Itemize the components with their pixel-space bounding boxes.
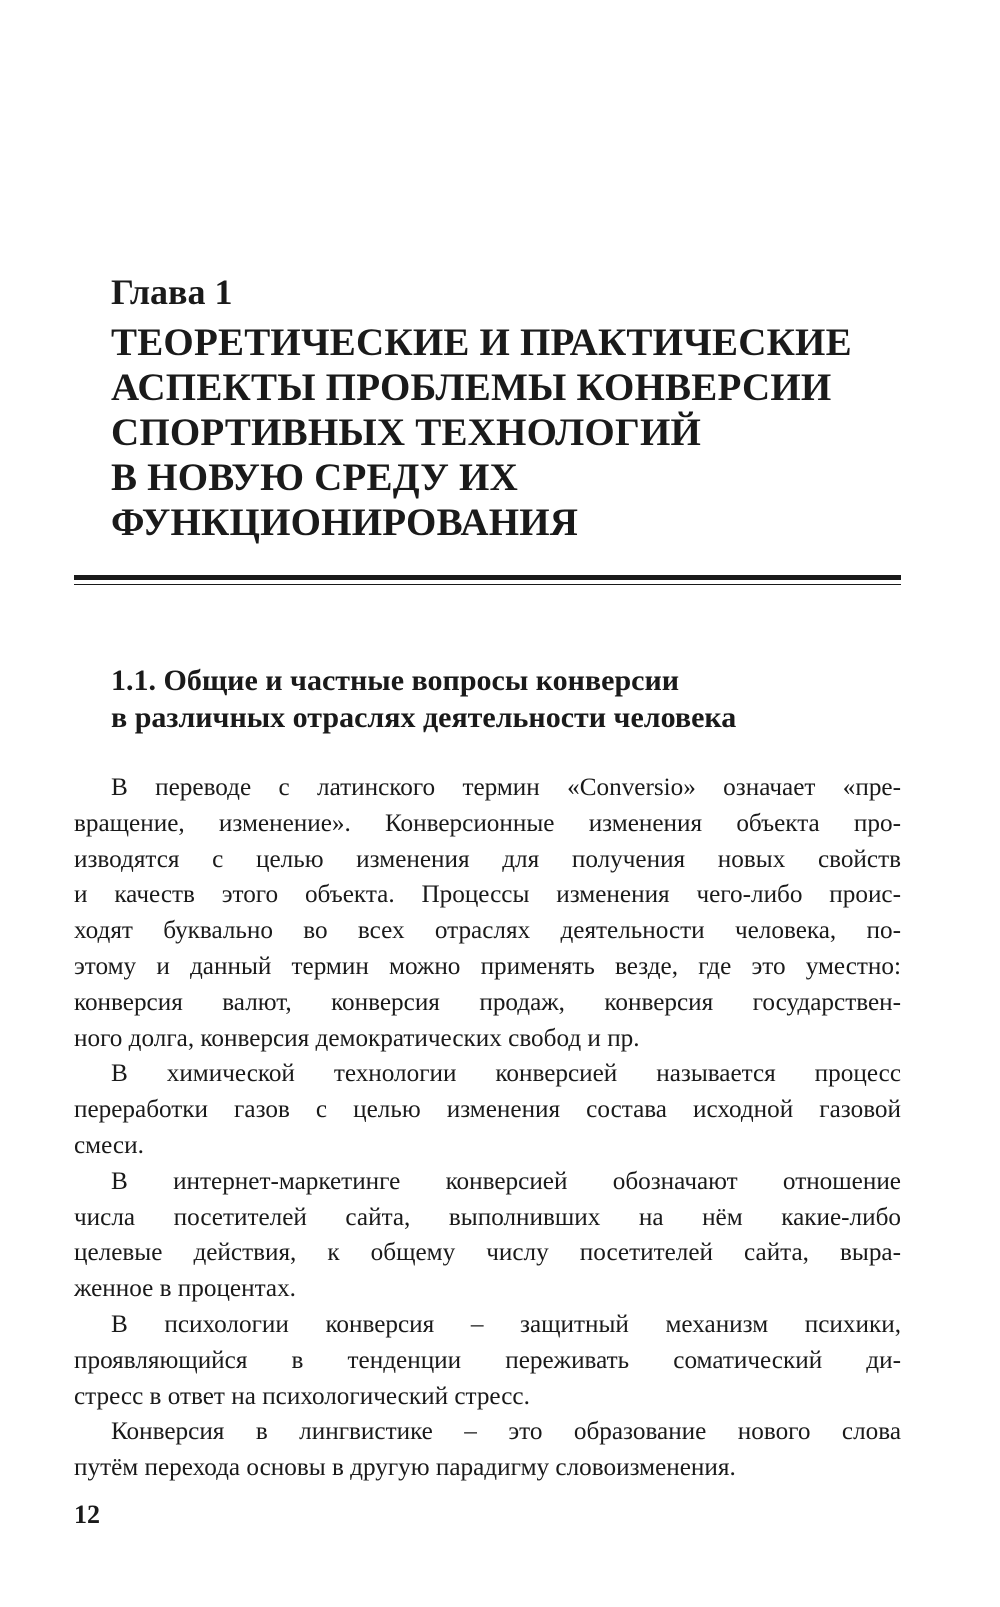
text-line: В химической технологии конверсией называется процесс: [111, 1060, 901, 1088]
paragraph: [74, 1056, 901, 1163]
text-line: конверсия валют, конверсия продаж, конверсия государствен-: [74, 988, 901, 1016]
section-title: [111, 662, 901, 736]
text-line: В переводе с латинского термин «Conversio» означает «пре-: [111, 774, 901, 801]
section-title-line: в различных отраслях деятельности человека: [111, 701, 737, 734]
text-line: ного долга, конверсия демократических свобод и пр.: [74, 1024, 640, 1052]
chapter-title-line: АСПЕКТЫ ПРОБЛЕМЫ КОНВЕРСИИ: [111, 366, 832, 409]
body-text: [74, 770, 901, 1486]
text-line: целевые действия, к общему числу посетителей сайта, выра-: [74, 1239, 901, 1267]
paragraph: [74, 770, 901, 1056]
text-line: стресс в ответ на психологический стресс.: [74, 1382, 530, 1410]
text-line: Конверсия в лингвистике – это образование нового слова: [111, 1418, 901, 1446]
text-line: этому и данный термин можно применять везде, где это уместно:: [74, 952, 901, 980]
text-line: В психологии конверсия – защитный механизм психики,: [111, 1310, 901, 1338]
chapter-divider-thick: [74, 575, 901, 580]
paragraph: [74, 1164, 901, 1307]
chapter-title-line: ТЕОРЕТИЧЕСКИЕ И ПРАКТИЧЕСКИЕ: [111, 321, 852, 364]
page-number: 12: [74, 1500, 100, 1529]
text-line: проявляющийся в тенденции переживать соматический ди-: [74, 1346, 901, 1374]
chapter-title-line: СПОРТИВНЫХ ТЕХНОЛОГИЙ: [111, 411, 702, 454]
text-line: смеси.: [74, 1131, 144, 1159]
chapter-title-line: ФУНКЦИОНИРОВАНИЯ: [111, 501, 579, 544]
chapter-divider-thin: [74, 584, 901, 585]
text-line: числа посетителей сайта, выполнивших на нём какие-либо: [74, 1203, 901, 1231]
paragraph: [74, 1307, 901, 1414]
text-line: вращение, изменение». Конверсионные изменения объекта про-: [74, 809, 901, 837]
paragraph: [74, 1414, 901, 1486]
section-title-line: 1.1. Общие и частные вопросы конверсии: [111, 664, 680, 697]
text-line: женное в процентах.: [74, 1275, 296, 1303]
text-line: переработки газов с целью изменения состава исходной газовой: [74, 1096, 901, 1124]
chapter-title: [111, 320, 901, 545]
text-line: изводятся с целью изменения для получения новых свойств: [74, 845, 901, 873]
text-line: В интернет-маркетинге конверсией обозначают отношение: [111, 1167, 901, 1195]
chapter-label: Глава 1: [111, 272, 233, 312]
chapter-title-line: В НОВУЮ СРЕДУ ИХ: [111, 456, 518, 499]
text-line: и качеств этого объекта. Процессы изменения чего-либо проис-: [74, 881, 901, 909]
text-line: путём перехода основы в другую парадигму словоизменения.: [74, 1454, 736, 1482]
text-line: ходят буквально во всех отраслях деятельности человека, по-: [74, 917, 901, 945]
